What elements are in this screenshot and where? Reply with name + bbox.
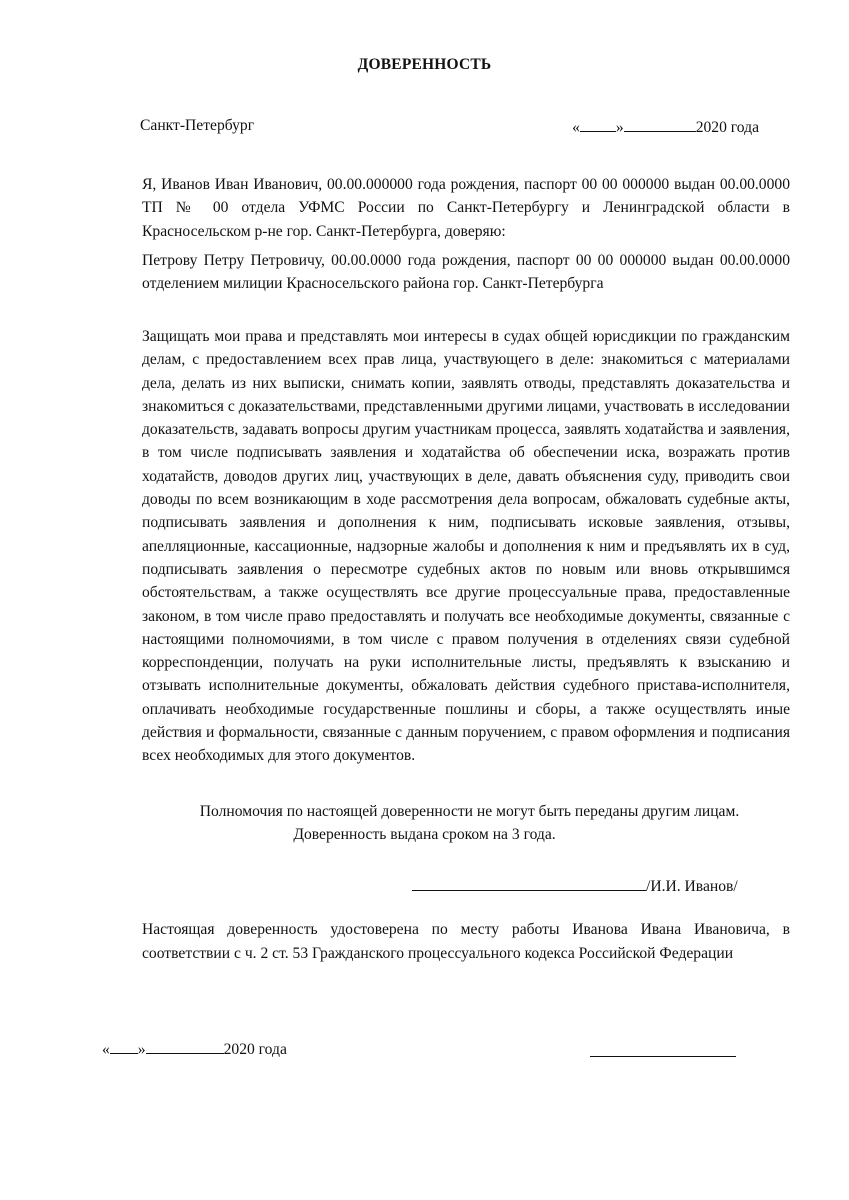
certification-paragraph <box>102 918 790 965</box>
month-blank-line <box>146 1039 224 1054</box>
issue-date <box>572 117 759 137</box>
day-blank-line <box>110 1039 138 1054</box>
month-blank-line <box>624 117 696 132</box>
day-blank-line <box>580 117 616 132</box>
date-year-suffix: 2020 года <box>695 119 759 136</box>
principal-paragraph <box>102 173 790 243</box>
term-note: Доверенность выдана сроком на 3 года. <box>293 826 556 843</box>
signature-name: /И.И. Иванов/ <box>646 878 738 895</box>
certification-paragraph-text: Настоящая доверенность удостоверена по месту работы Иванова Ивана Ивановича, в соответствии с ч. 2 ст. 53 Гражданского процессуального кодекса Российской Федерации <box>142 921 790 962</box>
date-open-quote: « <box>102 1041 110 1058</box>
date-close-quote: » <box>615 119 624 136</box>
signature-block <box>412 876 738 896</box>
certification-date <box>102 1039 287 1059</box>
signature-line <box>412 876 646 891</box>
powers-paragraph <box>102 325 790 768</box>
date-open-quote: « <box>572 119 580 136</box>
date-year-suffix: 2020 года <box>223 1041 287 1058</box>
certifier-signature-line <box>590 1056 736 1057</box>
principal-paragraph-text: Я, Иванов Иван Иванович, 00.00.000000 года рождения, паспорт 00 00 000000 выдан 00.00.0000 ТП № 00 отдела УФМС России по Санкт-Петербургу и Ленинградской области в Красносельском р-не гор. Санкт-Петербурга, доверяю: <box>142 176 790 240</box>
agent-paragraph-text: Петрову Петру Петровичу, 00.00.0000 года рождения, паспорт 00 00 000000 выдан 00.00.0000 отделением милиции Красносельского района гор. Санкт-Петербурга <box>142 252 790 293</box>
transfer-note: Полномочия по настоящей доверенности не могут быть переданы другим лицам. <box>199 803 740 820</box>
date-close-quote: » <box>137 1041 146 1058</box>
agent-paragraph <box>102 249 790 296</box>
issue-city: Санкт-Петербург <box>140 117 255 134</box>
powers-paragraph-text: Защищать мои права и представлять мои интересы в судах общей юрисдикции по гражданским делам, с предоставлением всех прав лица, участвующего в деле: знакомиться с материалами дела, делать из них выписки, снимать копии, заявлять отводы, представлять доказательства и знакомиться с доказательствами, представленными другими лицами, участвовать в исследовании доказательств, задавать вопросы другим участникам процесса, заявлять ходатайства и заявления, в том числе подписывать заявления и ходатайства об обеспечении иска, возражать против ходатайств, доводов других лиц, участвующих в деле, давать объяснения суду, приводить свои доводы по всем возникающим в ходе рассмотрения дела вопросам, обжаловать судебные акты, подписывать заявления и дополнения к ним, подписывать исковые заявления, отзывы, апелляционные, кассационные, надзорные жалобы и дополнения к ним и предъявлять их в суд, подписывать заявления о пересмотре судебных актов по новым или вновь открывшимся обстоятельствам, а также осуществлять все другие процессуальные права, предоставленные законом, в том числе право предоставлять и получать все необходимые документы, связанные с настоящими полномочиями, в том числе с правом получения в отделениях связи судебной корреспонденции, получать на руки исполнительные листы, предъявлять к взысканию и отзывать исполнительные документы, обжаловать действия судебного пристава-исполнителя, оплачивать необходимые государственные пошлины и сборы, а также осуществлять иные действия и формальности, связанные с данным поручением, с правом оформления и подписания всех необходимых для этого документов. <box>142 328 790 765</box>
document-title: ДОВЕРЕННОСТЬ <box>357 56 492 73</box>
